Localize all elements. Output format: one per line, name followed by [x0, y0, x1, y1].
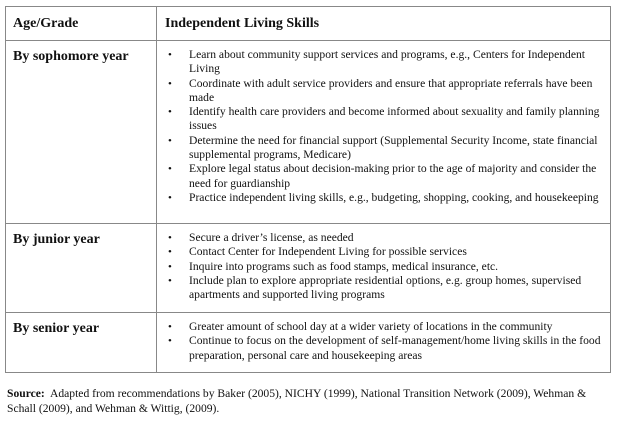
header-independent-living-skills: Independent Living Skills — [157, 7, 611, 40]
source-label: Source: — [7, 387, 45, 400]
grade-label: By sophomore year — [6, 41, 157, 223]
list-item: • Inquire into programs such as food stamps, medical insurance, etc. — [165, 260, 604, 274]
grade-label: By junior year — [6, 224, 157, 312]
table-row-sophomore — [6, 41, 611, 224]
list-item: • Explore legal status about decision-making prior to the age of majority and consider the need for guardianship — [165, 162, 604, 191]
skills-list — [165, 48, 604, 205]
list-item: • Learn about community support services and programs, e.g., Centers for Independent Living — [165, 48, 604, 77]
list-item: • Greater amount of school day at a wider variety of locations in the community — [165, 320, 604, 334]
grade-label: By senior year — [6, 313, 157, 372]
list-item: • Practice independent living skills, e.g., budgeting, shopping, cooking, and housekeeping — [165, 191, 604, 205]
source-text: Adapted from recommendations by Baker (2005), NICHY (1999), National Transition Network (2009), Wehman & Schall (2009), and Wehman & Wittig, (2009). — [7, 387, 587, 415]
list-item: • Continue to focus on the development of self-management/home living skills in the food preparation, personal care and housekeeping areas — [165, 334, 604, 363]
skills-cell — [157, 313, 611, 372]
skills-cell — [157, 224, 611, 312]
list-item: • Identify health care providers and become informed about sexuality and family planning issues — [165, 105, 604, 134]
table-row-senior — [6, 313, 611, 373]
skills-list — [165, 320, 604, 363]
header-age-grade: Age/Grade — [6, 7, 157, 40]
list-item: • Contact Center for Independent Living for possible services — [165, 245, 604, 259]
list-item: • Determine the need for financial support (Supplemental Security Income, state financial supplemental programs, Medicare) — [165, 134, 604, 163]
list-item: • Include plan to explore appropriate residential options, e.g. group homes, supervised apartments and supported living programs — [165, 274, 604, 303]
table-header-row — [6, 7, 611, 41]
skills-cell — [157, 41, 611, 223]
list-item: • Coordinate with adult service providers and ensure that appropriate referrals have been made — [165, 77, 604, 106]
list-item: • Secure a driver’s license, as needed — [165, 231, 604, 245]
table-row-junior — [6, 224, 611, 313]
skills-table — [5, 6, 611, 373]
source-note — [7, 387, 607, 416]
skills-list — [165, 231, 604, 302]
